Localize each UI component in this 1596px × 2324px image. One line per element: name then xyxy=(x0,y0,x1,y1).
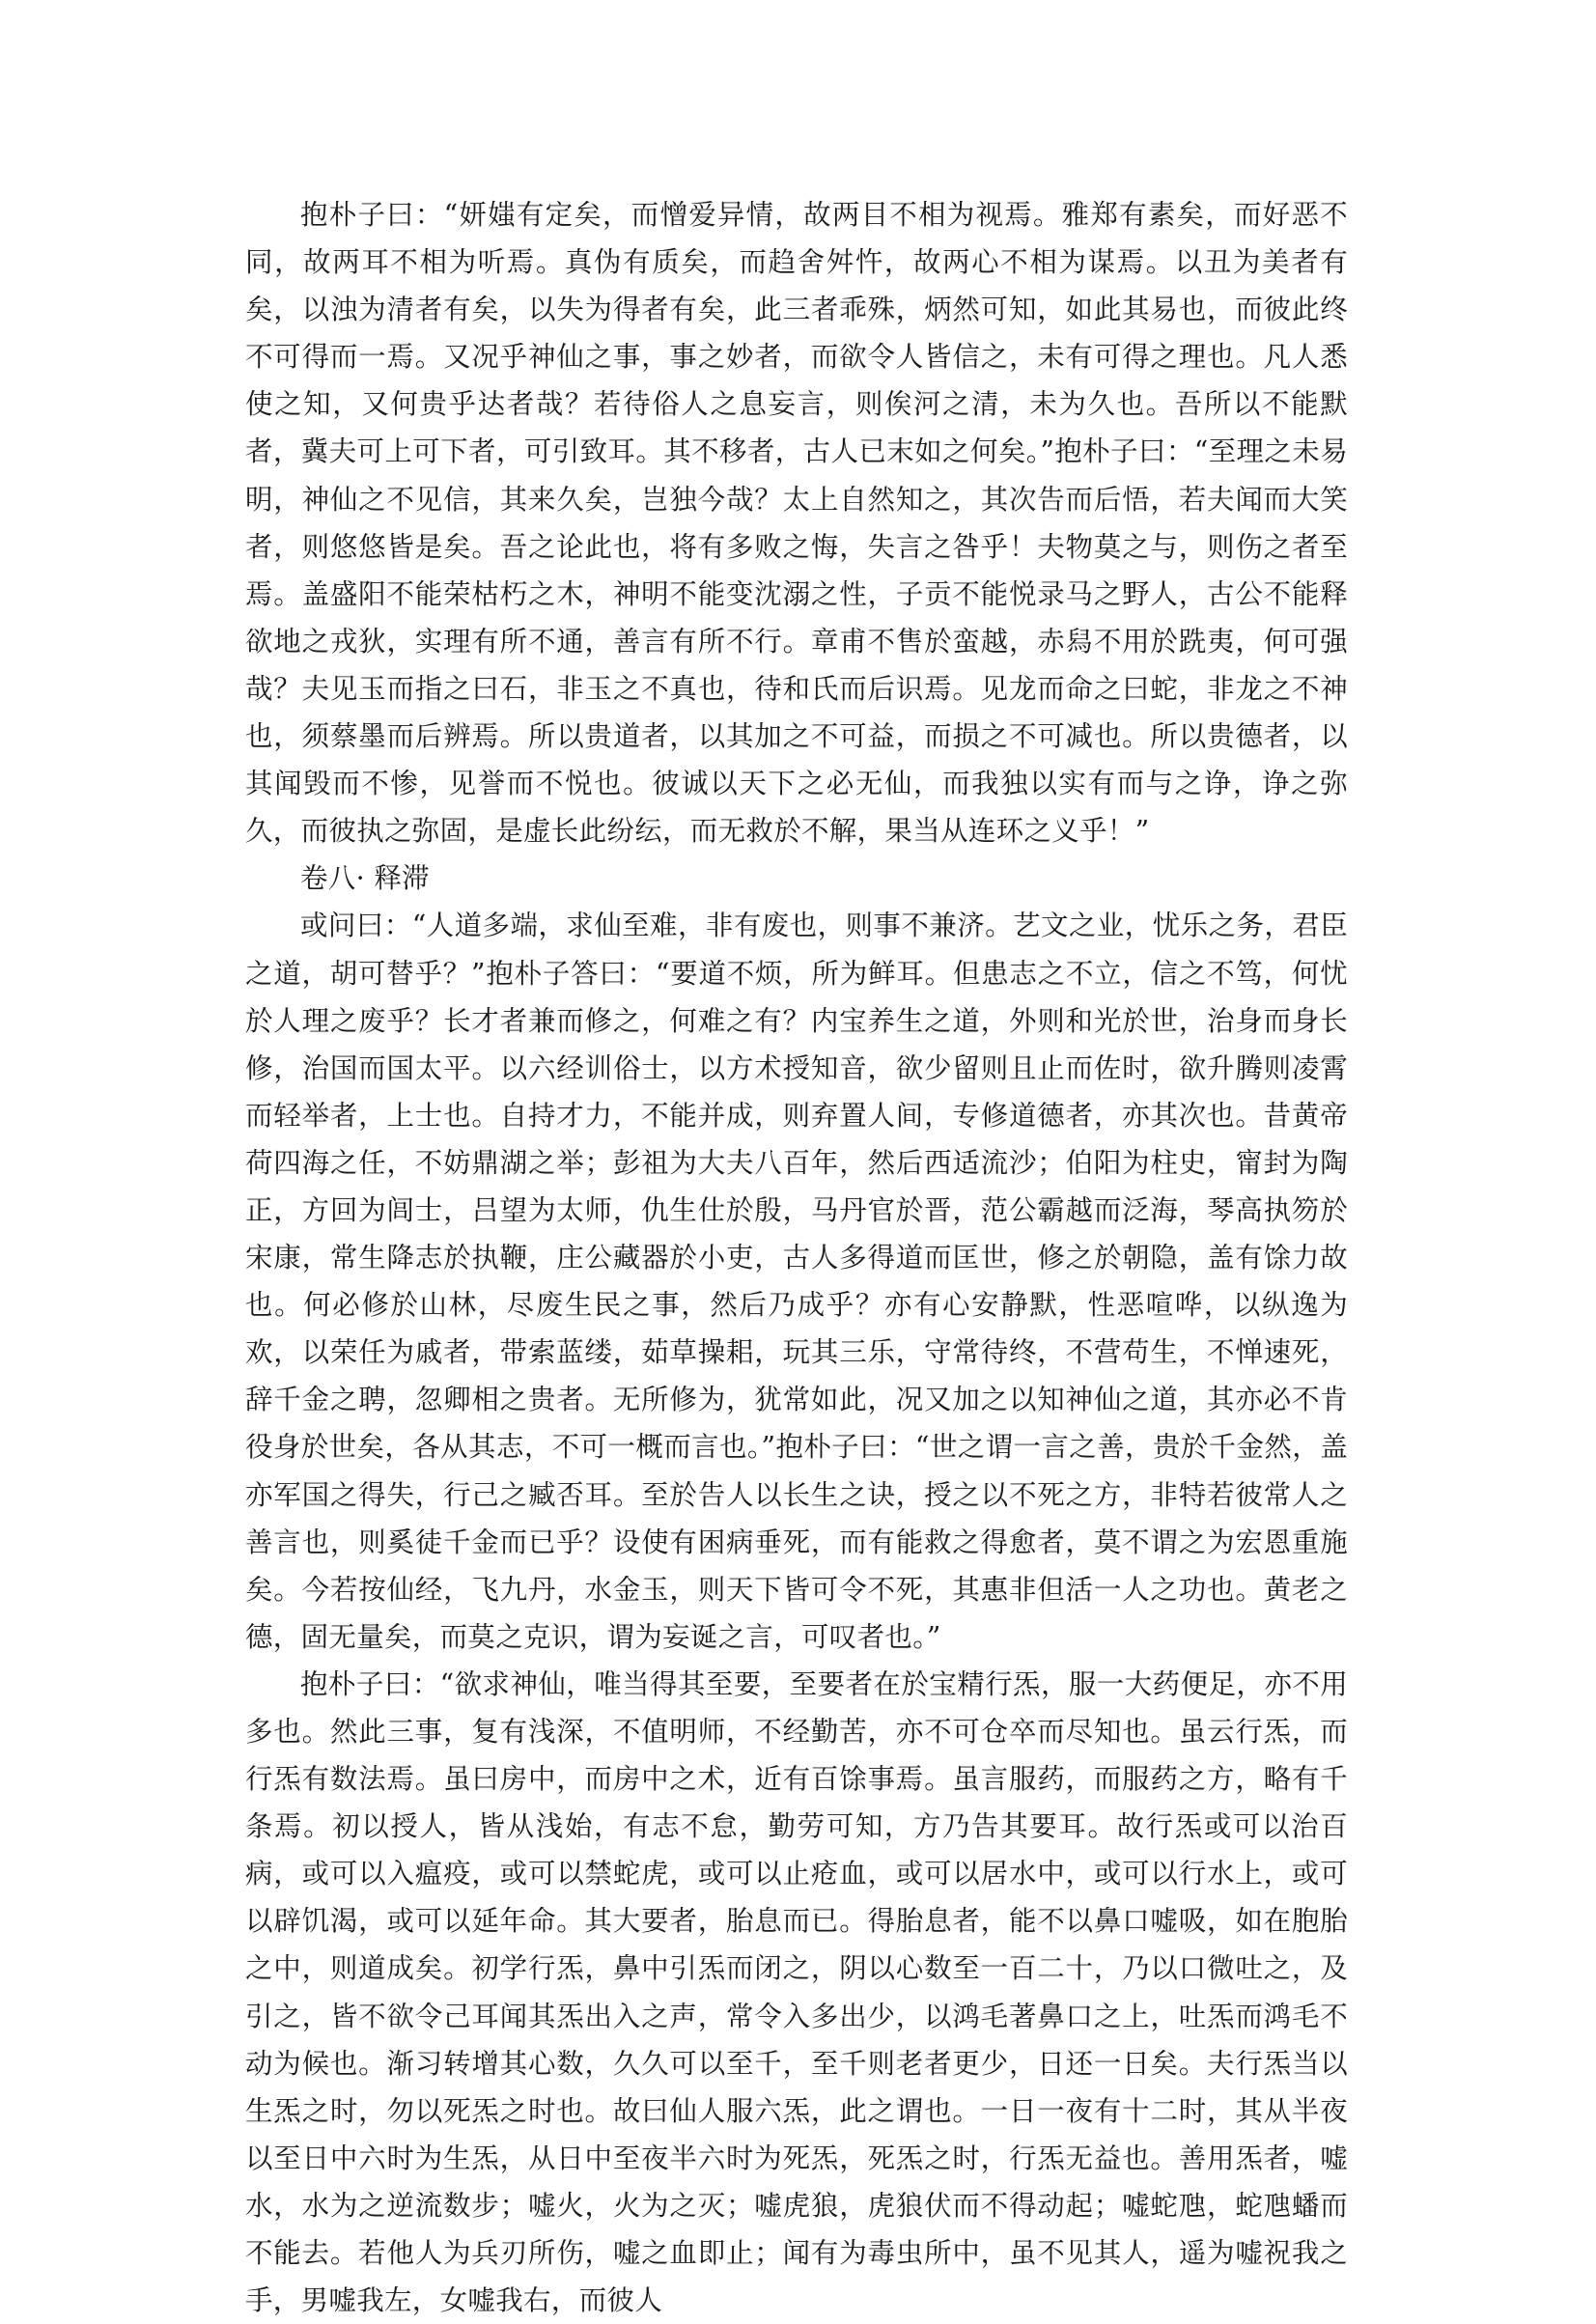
paragraph-huowen: 或问曰：“人道多端，求仙至难，非有废也，则事不兼济。艺文之业，忧乐之务，君臣之道，胡可替乎？”抱朴子答曰：“要道不烦，所为鲜耳。但患志之不立，信之不笃，何忧於人理之废乎？长才者兼而修之，何难之有？内宝养生之道，外则和光於世，治身而身长修，治国而国太平。以六经训俗士，以方术授知音，欲少留则且止而佐时，欲升腾则凌霄而轻举者，上士也。自持才力，不能并成，则弃置人间，专修道德者，亦其次也。昔黄帝荷四海之任，不妨鼎湖之举；彭祖为大夫八百年，然后西适流沙；伯阳为柱史，甯封为陶正，方回为闾士，吕望为太师，仇生仕於殷，马丹官於晋，范公霸越而泛海，琴高执笏於宋康，常生降志於执鞭，庄公藏器於小吏，古人多得道而匡世，修之於朝隐，盖有馀力故也。何必修於山林，尽废生民之事，然后乃成乎？亦有心安静默，性恶喧哗，以纵逸为欢，以荣任为戚者，带索蓝缕，茹草操耜，玩其三乐，守常待终，不营苟生，不惮速死，辞千金之聘，忽卿相之贵者。无所修为，犹常如此，况又加之以知神仙之道，其亦必不肯役身於世矣，各从其志，不可一概而言也。”抱朴子曰：“世之谓一言之善，贵於千金然，盖亦军国之得失，行己之臧否耳。至於告人以长生之诀，授之以不死之方，非特若彼常人之善言也，则奚徒千金而已乎？设使有困病垂死，而有能救之得愈者，莫不谓之为宏恩重施矣。今若按仙经，飞九丹，水金玉，则天下皆可令不死，其惠非但活一人之功也。黄老之德，固无量矣，而莫之克识，谓为妄诞之言，可叹者也。” xyxy=(245,910,1348,1653)
paragraph-baopuzi-yanchi: 抱朴子曰：“妍媸有定矣，而憎爱异情，故两目不相为视焉。雅郑有素矣，而好恶不同，故两耳不相为听焉。真伪有质矣，而趋舍舛忤，故两心不相为谋焉。以丑为美者有矣，以浊为清者有矣，以失为得者有矣，此三者乖殊，炳然可知，如此其易也，而彼此终不可得而一焉。又况乎神仙之事，事之妙者，而欲令人皆信之，未有可得之理也。凡人悉使之知，又何贵乎达者哉？若待俗人之息妄言，则俟河之清，未为久也。吾所以不能默者，冀夫可上可下者，可引致耳。其不移者，古人已末如之何矣。”抱朴子曰：“至理之未易明，神仙之不见信，其来久矣，岂独今哉？太上自然知之，其次告而后悟，若夫闻而大笑者，则悠悠皆是矣。吾之论此也，将有多败之悔，失言之咎乎！夫物莫之与，则伤之者至焉。盖盛阳不能荣枯朽之木，神明不能变沈溺之性，子贡不能悦录马之野人，古公不能释欲地之戎狄，实理有所不通，善言有所不行。章甫不售於蛮越，赤舄不用於跣夷，何可强哉？夫见玉而指之曰石，非玉之不真也，待和氏而后识焉。见龙而命之曰蛇，非龙之不神也，须蔡墨而后辨焉。所以贵道者，以其加之不可益，而损之不可减也。所以贵德者，以其闻毁而不惨，见誉而不悦也。彼诚以天下之必无仙，而我独以实有而与之诤，诤之弥久，而彼执之弥固，是虚长此纷纭，而无救於不解，果当从连环之义乎！” xyxy=(245,199,1348,848)
paragraph-xingqi: 抱朴子曰：“欲求神仙，唯当得其至要，至要者在於宝精行炁，服一大药便足，亦不用多也。然此三事，复有浅深，不值明师，不经勤苦，亦不可仓卒而尽知也。虽云行炁，而行炁有数法焉。虽曰房中，而房中之术，近有百馀事焉。虽言服药，而服药之方，略有千条焉。初以授人，皆从浅始，有志不怠，勤劳可知，方乃告其要耳。故行炁或可以治百病，或可以入瘟疫，或可以禁蛇虎，或可以止疮血，或可以居水中，或可以行水上，或可以辟饥渴，或可以延年命。其大要者，胎息而已。得胎息者，能不以鼻口嘘吸，如在胞胎之中，则道成矣。初学行炁，鼻中引炁而闭之，阴以心数至一百二十，乃以口微吐之，及引之，皆不欲令己耳闻其炁出入之声，常令入多出少，以鸿毛著鼻口之上，吐炁而鸿毛不动为候也。渐习转增其心数，久久可以至千，至千则老者更少，日还一日矣。夫行炁当以生炁之时，勿以死炁之时也。故曰仙人服六炁，此之谓也。一日一夜有十二时，其从半夜以至日中六时为生炁，从日中至夜半六时为死炁，死炁之时，行炁无益也。善用炁者，嘘水，水为之逆流数步；嘘火，火为之灭；嘘虎狼，虎狼伏而不得动起；嘘蛇虺，蛇虺蟠而不能去。若他人为兵刃所伤，嘘之血即止；闻有为毒虫所中，虽不见其人，遥为嘘祝我之手，男嘘我左，女嘘我右，而彼人 xyxy=(245,1667,1348,2317)
section-heading: 卷八· 释滞 xyxy=(300,862,430,895)
text-body xyxy=(245,191,1348,2324)
